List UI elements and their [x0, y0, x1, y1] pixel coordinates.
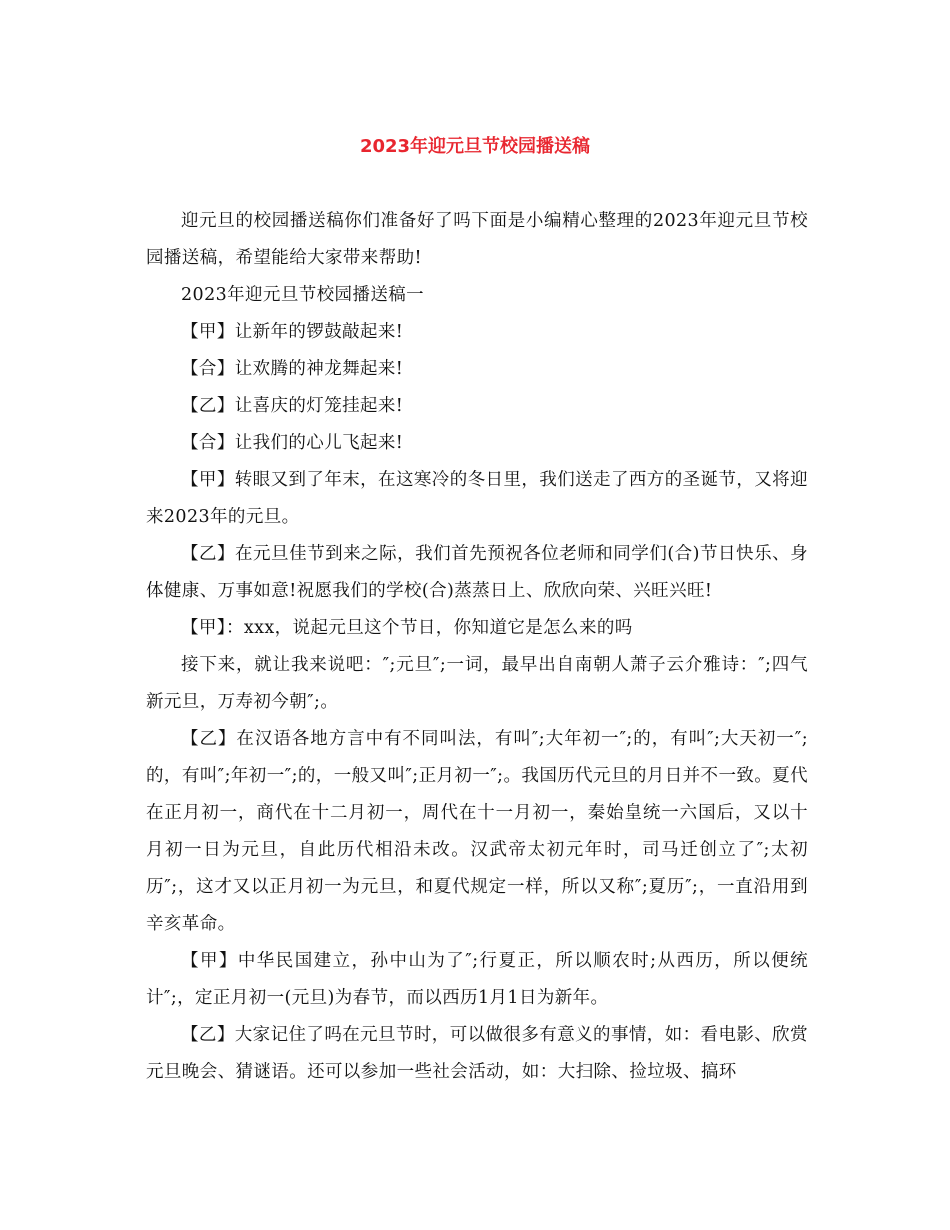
paragraph-line: 【乙】大家记住了吗在元旦节时，可以做很多有意义的事情，如：看电影、欣赏元旦晚会、猜谜语。还可以参加一些社会活动，如：大扫除、捡垃圾、搞环 — [146, 1025, 808, 1082]
paragraph-line: 【甲】中华民国建立，孙中山为了″;行夏正，所以顺农时;从西历，所以便统计″;，定正月初一(元旦)为春节，而以西历1月1日为新年。 — [146, 951, 808, 1008]
paragraph-section-heading: 2023年迎元旦节校园播送稿一 — [181, 285, 425, 305]
paragraph-line: 【乙】在汉语各地方言中有不同叫法，有叫″;大年初一″;的，有叫″;大天初一″;的，有叫″;年初一″;的，一般又叫″;正月初一″;。我国历代元旦的月日并不一致。夏代在正月初一，商代在十二月初一，周代在十一月初一，秦始皇统一六国后，又以十月初一日为元旦，自此历代相沿未改。汉武帝太初元年时，司马迁创立了″;太初历″;，这才又以正月初一为元旦，和夏代规定一样，所以又称″;夏历″;，一直沿用到辛亥革命。 — [146, 729, 808, 934]
paragraph-line: 【甲】让新年的锣鼓敲起来! — [181, 322, 404, 342]
document-body — [146, 203, 808, 1091]
paragraph-line: 【乙】在元旦佳节到来之际，我们首先预祝各位老师和同学们(合)节日快乐、身体健康、万事如意!祝愿我们的学校(合)蒸蒸日上、欣欣向荣、兴旺兴旺! — [146, 544, 808, 601]
paragraph-line: 【乙】让喜庆的灯笼挂起来! — [181, 396, 404, 416]
paragraph-line: 【合】让我们的心儿飞起来! — [181, 433, 404, 453]
paragraph-line: 接下来，就让我来说吧：″;元旦″;一词，最早出自南朝人萧子云介雅诗：″;四气新元旦，万寿初今朝″;。 — [146, 655, 808, 712]
paragraph-line: 【合】让欢腾的神龙舞起来! — [181, 359, 404, 379]
paragraph-line: 【甲】转眼又到了年末，在这寒冷的冬日里，我们送走了西方的圣诞节，又将迎来2023年的元旦。 — [146, 470, 808, 527]
paragraph-intro: 迎元旦的校园播送稿你们准备好了吗下面是小编精心整理的2023年迎元旦节校园播送稿，希望能给大家带来帮助! — [146, 211, 808, 268]
paragraph-line: 【甲】：xxx，说起元旦这个节日，你知道它是怎么来的吗 — [181, 618, 633, 638]
document-title: 2023年迎元旦节校园播送稿 — [359, 136, 591, 157]
